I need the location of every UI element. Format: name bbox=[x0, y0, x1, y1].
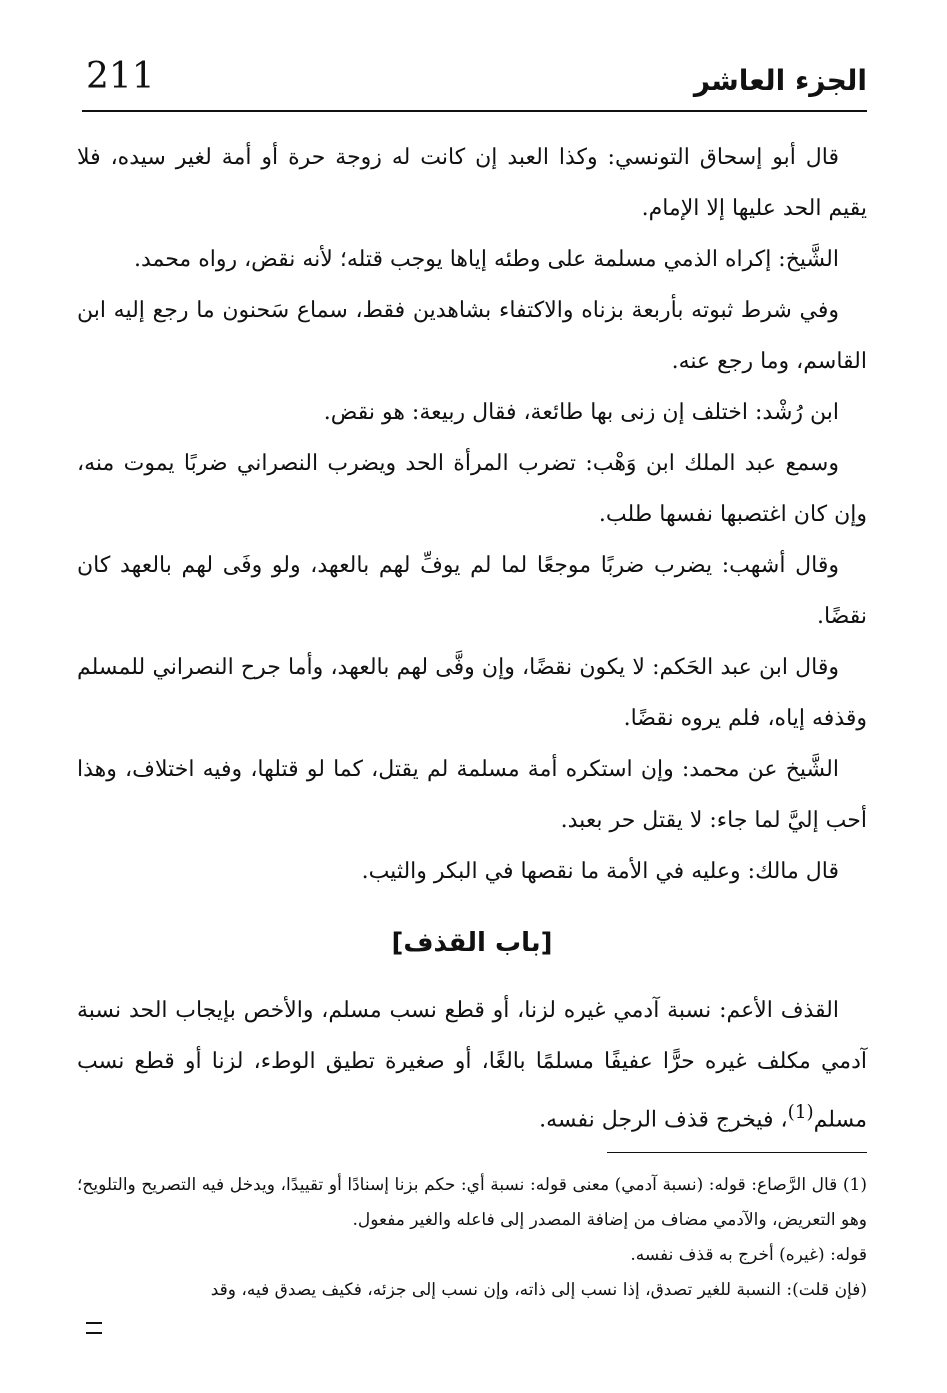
paragraph: قال مالك: وعليه في الأمة ما نقصها في البكر والثيب. bbox=[361, 859, 839, 884]
footnote-line: قوله: (غيره) أخرج به قذف نفسه. bbox=[630, 1245, 867, 1265]
paragraph: وقال ابن عبد الحَكم: لا يكون نقضًا، وإن وفَّى لهم بالعهد، وأما جرح النصراني للمسلم وقذفه إياه، فلم يروه نقضًا. bbox=[77, 655, 867, 731]
section-heading: [باب القذف] bbox=[391, 928, 553, 958]
footnote-separator bbox=[607, 1152, 867, 1153]
paragraph: وفي شرط ثبوته بأربعة بزناه والاكتفاء بشاهدين فقط، سماع سَحنون ما رجع إليه ابن القاسم، وما رجع عنه. bbox=[77, 298, 867, 374]
footnotes bbox=[77, 1168, 867, 1308]
paragraph: وقال أشهب: يضرب ضربًا موجعًا لما لم يوفِّ لهم بالعهد، ولو وفَى لهم بالعهد كان نقضًا. bbox=[77, 553, 867, 629]
paragraph: ابن رُشْد: اختلف إن زنى بها طائعة، فقال ربيعة: هو نقض. bbox=[323, 400, 839, 425]
page-number: 211 bbox=[86, 56, 155, 97]
continuation-mark bbox=[86, 1322, 102, 1334]
running-title: الجزء العاشر bbox=[693, 64, 867, 97]
page-header bbox=[82, 52, 867, 112]
section-paragraph-end: ، فيخرج قذف الرجل نفسه. bbox=[539, 1107, 788, 1133]
paragraph: الشَّيخ: إكراه الذمي مسلمة على وطئه إياها يوجب قتله؛ لأنه نقض، رواه محمد. bbox=[133, 247, 839, 272]
main-text bbox=[77, 132, 867, 1145]
header-rule bbox=[82, 110, 867, 112]
paragraph: وسمع عبد الملك ابن وَهْب: تضرب المرأة الحد ويضرب النصراني ضربًا يموت منه، وإن كان اغتصبها نفسها طلب. bbox=[77, 451, 867, 527]
footnote-reference[interactable]: (1) bbox=[787, 1102, 814, 1123]
footnote-line: (فإن قلت): النسبة للغير تصدق، إذا نسب إلى ذاته، وإن نسب إلى جزئه، فكيف يصدق فيه، وقد bbox=[210, 1280, 867, 1300]
paragraph: الشَّيخ عن محمد: وإن استكره أمة مسلمة لم يقتل، كما لو قتلها، وفيه اختلاف، وهذا أحب إليَّ لما جاء: لا يقتل حر بعبد. bbox=[77, 757, 867, 833]
footnote-line: (1) قال الرَّصاع: قوله: (نسبة آدمي) معنى قوله: نسبة أي: حكم بزنا إسنادًا أو تقييدًا، ويدخل فيه التصريح والتلويح؛ وهو التعريض، والآدمي مضاف من إضافة المصدر إلى فاعله والغير مفعول. bbox=[77, 1175, 867, 1230]
section-paragraph bbox=[77, 985, 867, 1145]
section-paragraph-text: القذف الأعم: نسبة آدمي غيره لزنا، أو قطع نسب مسلم، والأخص بإيجاب الحد نسبة آدمي مكلف غيره حرًّا عفيفًا مسلمًا بالغًا، أو صغيرة تطيق الوطء، لزنا أو قطع نسب مسلم bbox=[77, 998, 867, 1133]
paragraph: قال أبو إسحاق التونسي: وكذا العبد إن كانت له زوجة حرة أو أمة لغير سيده، فلا يقيم الحد عليها إلا الإمام. bbox=[77, 145, 867, 221]
